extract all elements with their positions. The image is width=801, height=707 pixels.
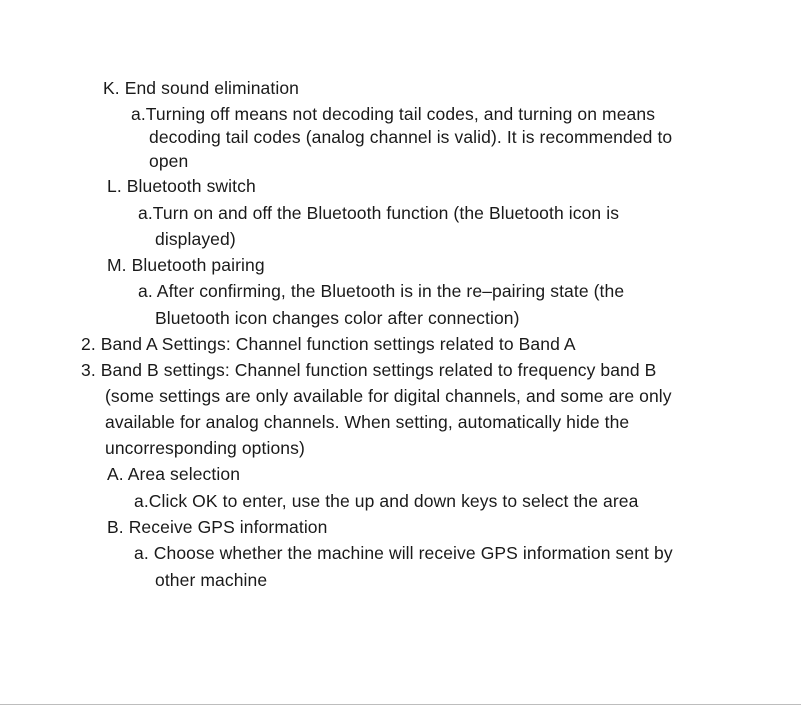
section-2-heading: 2. Band A Settings: Channel function settings related to Band A [81, 334, 576, 354]
item-a-heading: A. Area selection [107, 464, 241, 484]
item-m-detail-line-2: Bluetooth icon changes color after connection) [155, 308, 520, 328]
item-l-detail-line-2: displayed) [155, 229, 236, 249]
section-3-note-line-3: uncorresponding options) [105, 438, 305, 458]
item-k-detail-line-2: decoding tail codes (analog channel is valid). It is recommended to [149, 127, 673, 147]
page-bottom-rule [0, 704, 801, 705]
item-k-detail-line-3: open [149, 151, 189, 171]
section-3-note-line-1: (some settings are only available for digital channels, and some are only [105, 386, 672, 406]
item-a-detail-line-1: a.Click OK to enter, use the up and down keys to select the area [134, 491, 639, 511]
section-3-note-line-2: available for analog channels. When setting, automatically hide the [105, 412, 630, 432]
item-b-heading: B. Receive GPS information [107, 517, 328, 537]
item-b-detail-line-2: other machine [155, 570, 268, 590]
item-m-detail-line-1: a. After confirming, the Bluetooth is in the re–pairing state (the [138, 281, 625, 301]
item-m-heading: M. Bluetooth pairing [107, 255, 265, 275]
item-l-detail-line-1: a.Turn on and off the Bluetooth function (the Bluetooth icon is [138, 203, 620, 223]
section-3-heading: 3. Band B settings: Channel function settings related to frequency band B [81, 360, 657, 380]
item-l-heading: L. Bluetooth switch [107, 176, 256, 196]
item-k-heading: K. End sound elimination [103, 78, 299, 98]
item-b-detail-line-1: a. Choose whether the machine will receive GPS information sent by [134, 543, 673, 563]
item-k-detail-line-1: a.Turning off means not decoding tail codes, and turning on means [131, 104, 656, 124]
